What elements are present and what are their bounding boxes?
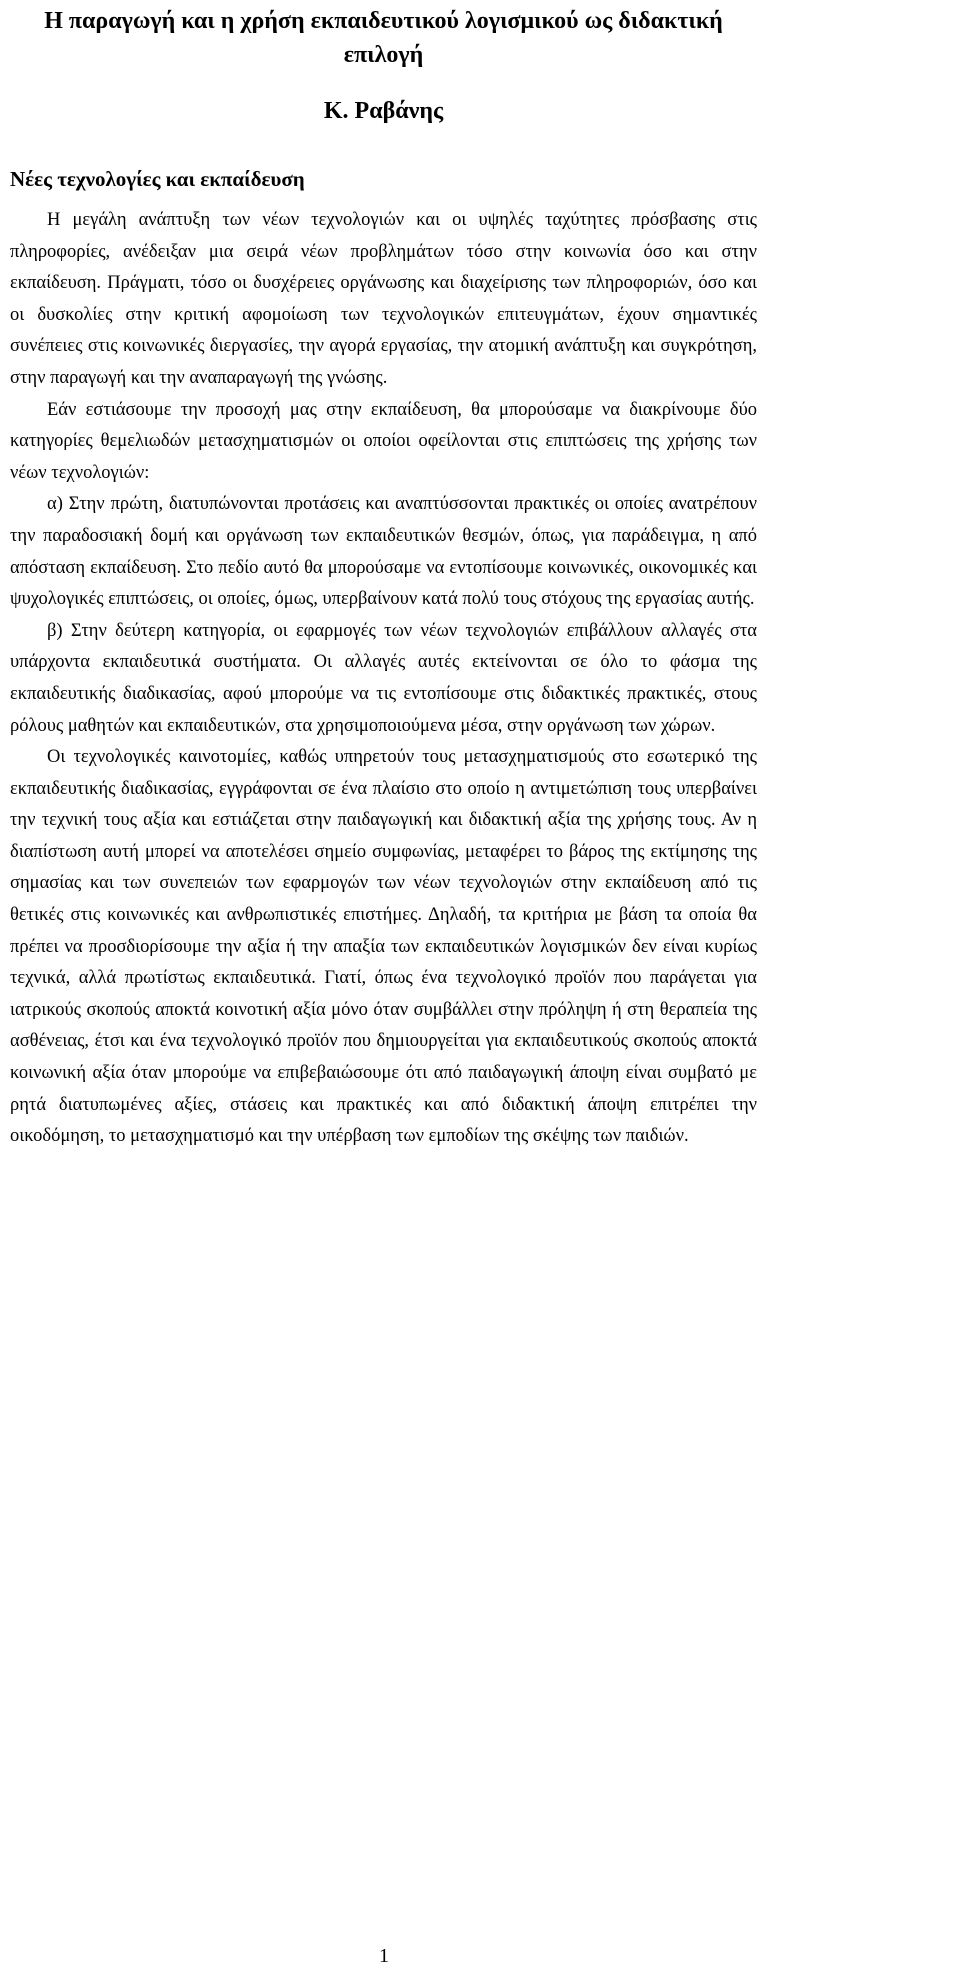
paragraph: Η μεγάλη ανάπτυξη των νέων τεχνολογιών και οι υψηλές ταχύτητες πρόσβασης στις πληροφορίες, ανέδειξαν μια σειρά νέων προβλημάτων τόσο στην κοινωνία όσο και στην εκπαίδευση. Πράγματι, τόσο οι δυσχέρειες οργάνωσης και διαχείρισης των πληροφοριών, όσο και οι δυσκολίες στην κριτική αφομοίωση των τεχνολογικών επιτευγμάτων, έχουν σημαντικές συνέπειες στις κοινωνικές διεργασίες, την αγορά εργασίας, την ατομική ανάπτυξη και συγκρότηση, στην παραγωγή και την αναπαραγωγή της γνώσης.: [10, 210, 757, 388]
body-text: [10, 205, 757, 1153]
paragraph: Εάν εστιάσουμε την προσοχή μας στην εκπαίδευση, θα μπορούσαμε να διακρίνουμε δύο κατηγορίες θεμελιωδών μετασχηματισμών οι οποίοι οφείλονται στις επιπτώσεις της χρήσης των νέων τεχνολογιών:: [10, 399, 757, 483]
paragraph: Οι τεχνολογικές καινοτομίες, καθώς υπηρετούν τους μετασχηματισμούς στο εσωτερικό της εκπαιδευτικής διαδικασίας, εγγράφονται σε ένα πλαίσιο στο οποίο η αντιμετώπιση τους υπερβαίνει την τεχνική τους αξία και εστιάζεται στην παιδαγωγική και διδακτική αξία της χρήσης τους. Αν η διαπίστωση αυτή μπορεί να αποτελέσει σημείο συμφωνίας, μεταφέρει το βάρος της εκτίμησης της σημασίας και των συνεπειών των εφαρμογών των νέων τεχνολογιών στην εκπαίδευση από τις θετικές στις κοινωνικές και ανθρωπιστικές επιστήμες. Δηλαδή, τα κριτήρια με βάση τα οποία θα πρέπει να προσδιορίσουμε την αξία ή την απαξία των εκπαιδευτικών λογισμικών δεν είναι κυρίως τεχνικά, αλλά πρωτίστως εκπαιδευτικά. Γιατί, όπως ένα τεχνολογικό προϊόν που παράγεται για ιατρικούς σκοπούς αποκτά κοινοτική αξία μόνο όταν συμβάλλει στην πρόληψη ή στη θεραπεία της ασθένειας, έτσι και ένα τεχνολογικό προϊόν που δημιουργείται για εκπαιδευτικούς σκοπούς αποκτά κοινωνική αξία όταν μπορούμε να επιβεβαιώσουμε ότι από παιδαγωγική άποψη είναι συμβατό με ρητά διατυπωμένες αξίες, στάσεις και πρακτικές και από διδακτική άποψη επιτρέπει την οικοδόμηση, το μετασχηματισμό και την υπέρβαση των εμποδίων της σκέψης των παιδιών.: [10, 747, 757, 1147]
author-name: Κ. Ραβάνης: [323, 98, 444, 124]
document-page: [10, 0, 757, 1153]
document-title: Η παραγωγή και η χρήση εκπαιδευτικού λογισμικού ως διδακτική επιλογή: [44, 8, 723, 68]
page-number: 1: [379, 1945, 389, 1967]
section-heading: Νέες τεχνολογίες και εκπαίδευση: [10, 167, 305, 191]
paragraph: α) Στην πρώτη, διατυπώνονται προτάσεις και αναπτύσσονται πρακτικές οι οποίες ανατρέπουν την παραδοσιακή δομή και οργάνωση των εκπαιδευτικών θεσμών, όπως, για παράδειγμα, η από απόσταση εκπαίδευση. Στο πεδίο αυτό θα μπορούσαμε να εντοπίσουμε κοινωνικές, οικονομικές και ψυχολογικές επιπτώσεις, οι οποίες, όμως, υπερβαίνουν κατά πολύ τους στόχους της εργασίας αυτής.: [10, 494, 757, 610]
paragraph: β) Στην δεύτερη κατηγορία, οι εφαρμογές των νέων τεχνολογιών επιβάλλουν αλλαγές στα υπάρχοντα εκπαιδευτικά συστήματα. Οι αλλαγές αυτές εκτείνονται σε όλο το φάσμα της εκπαιδευτικής διαδικασίας, αφού μπορούμε να τις εντοπίσουμε στις διδακτικές πρακτικές, στους ρόλους μαθητών και εκπαιδευτικών, στα χρησιμοποιούμενα μέσα, στην οργάνωση των χώρων.: [10, 620, 757, 736]
